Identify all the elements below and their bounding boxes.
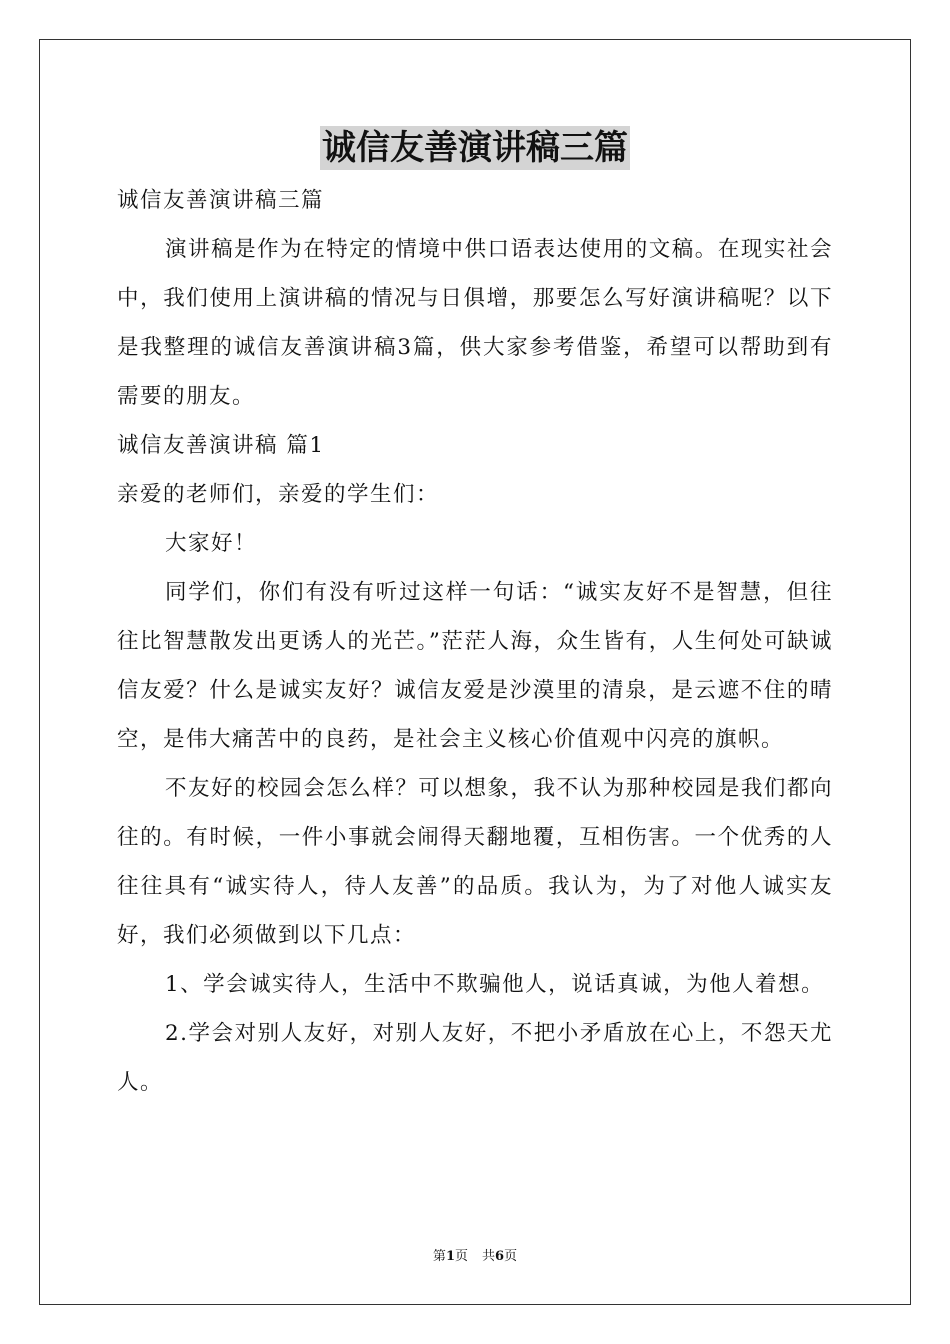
list-item-1: 1、学会诚实待人，生活中不欺骗他人，说话真诚，为他人着想。 bbox=[165, 972, 825, 997]
footer-page-total: 6 bbox=[495, 1249, 505, 1264]
footer-page-suffix: 页 bbox=[454, 1249, 468, 1264]
body-paragraph-2: 不友好的校园会怎么样？可以想象，我不认为那种校园是我们都向往的。有时候，一件小事就会闹得天翻地覆，互相伤害。一个优秀的人往往具有“诚实待人，待人友善”的品质。我认为，为了对他人诚实友好，我们必须做到以下几点： bbox=[117, 776, 833, 948]
footer-page-prefix: 第 bbox=[432, 1249, 446, 1264]
intro-paragraph: 演讲稿是作为在特定的情境中供口语表达使用的文稿。在现实社会中，我们使用上演讲稿的情况与日俱增，那要怎么写好演讲稿呢？以下是我整理的诚信友善演讲稿3篇，供大家参考借鉴，希望可以帮助到有需要的朋友。 bbox=[117, 237, 833, 409]
subtitle-paragraph: 诚信友善演讲稿三篇 bbox=[117, 188, 325, 213]
salutation-paragraph: 亲爱的老师们，亲爱的学生们： bbox=[117, 482, 440, 507]
section-heading: 诚信友善演讲稿 篇1 bbox=[117, 433, 325, 458]
footer-total-suffix: 页 bbox=[504, 1249, 518, 1264]
page-footer bbox=[0, 1248, 950, 1266]
document-body bbox=[117, 176, 833, 1107]
list-item-2: 2.学会对别人友好，对别人友好，不把小矛盾放在心上，不怨天尤人。 bbox=[117, 1021, 833, 1095]
title-container bbox=[0, 126, 950, 170]
greeting-paragraph: 大家好！ bbox=[165, 531, 258, 556]
body-paragraph-1: 同学们，你们有没有听过这样一句话：“诚实友好不是智慧，但往往比智慧散发出更诱人的光芒。”茫茫人海，众生皆有，人生何处可缺诚信友爱？什么是诚实友好？诚信友爱是沙漠里的清泉，是云遮不住的晴空，是伟大痛苦中的良药，是社会主义核心价值观中闪亮的旗帜。 bbox=[117, 580, 833, 752]
footer-total-prefix: 共 bbox=[482, 1249, 496, 1264]
footer-page-current: 1 bbox=[445, 1249, 455, 1264]
document-title: 诚信友善演讲稿三篇 bbox=[322, 128, 628, 168]
